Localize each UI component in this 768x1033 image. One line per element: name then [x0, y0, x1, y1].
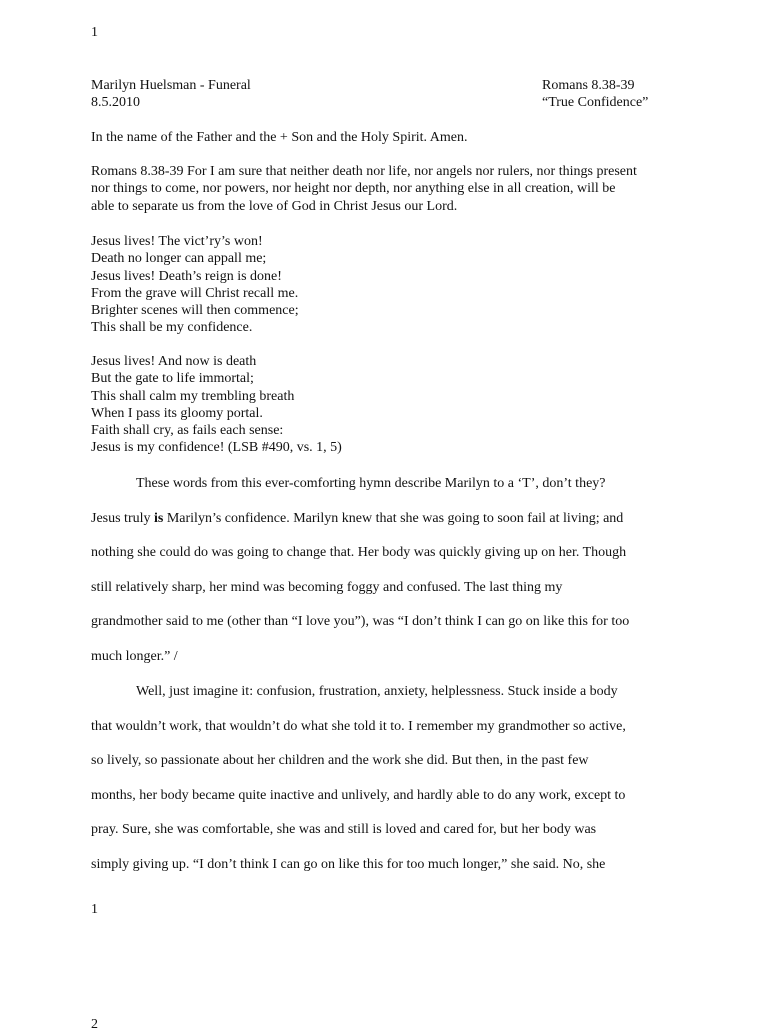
scripture-line: nor things to come, nor powers, nor height nor depth, nor anything else in all creation, will be — [91, 181, 616, 197]
hymn-line: Jesus lives! The vict’ry’s won! — [91, 234, 263, 249]
paragraph-line: grandmother said to me (other than “I love you”), was “I don’t think I can go on like this for too — [91, 614, 630, 629]
hymn-line: Jesus lives! And now is death — [91, 354, 257, 369]
sermon-paragraph-2 — [91, 683, 681, 890]
scripture-line: Romans 8.38-39 For I am sure that neither death nor life, nor angels nor rulers, nor things present — [91, 164, 637, 179]
hymn-line: Faith shall cry, as fails each sense: — [91, 423, 284, 439]
service-title: Marilyn Huelsman - Funeral — [91, 78, 251, 93]
header-row-2 — [91, 94, 658, 111]
emphasis-is: is — [154, 510, 164, 526]
paragraph-line: much longer.” / — [91, 648, 178, 664]
header-row-1 — [91, 77, 658, 94]
paragraph-line — [91, 510, 681, 545]
hymn-line: Jesus is my confidence! (LSB #490, vs. 1, 5) — [91, 440, 342, 456]
hymn-line: When I pass its gloomy portal. — [91, 405, 263, 421]
text-run: Marilyn’s confidence. Marilyn knew that she was going to soon fail at living; and — [163, 510, 624, 526]
paragraph-line: nothing she could do was going to change that. Her body was quickly giving up on her. Though — [91, 545, 627, 560]
paragraph-line: Well, just imagine it: confusion, frustration, anxiety, helplessness. Stuck inside a body — [136, 684, 618, 699]
scripture-reading — [91, 163, 637, 215]
paragraph-line: months, her body became quite inactive and unlively, and hardly able to do any work, except to — [91, 787, 626, 803]
hymn-line: From the grave will Christ recall me. — [91, 285, 299, 301]
text-run: Jesus truly — [91, 510, 154, 526]
hymn-line: Jesus lives! Death’s reign is done! — [91, 268, 282, 284]
paragraph-line: pray. Sure, she was comfortable, she was and still is loved and cared for, but her body was — [91, 822, 597, 837]
page-number-top: 1 — [91, 25, 98, 40]
service-date: 8.5.2010 — [91, 95, 140, 110]
next-page-number: 2 — [91, 1017, 98, 1032]
scripture-line: able to separate us from the love of God in Christ Jesus our Lord. — [91, 198, 458, 214]
page-number-bottom: 1 — [91, 902, 98, 917]
hymn-line: Death no longer can appall me; — [91, 251, 267, 267]
hymn-line: But the gate to life immortal; — [91, 371, 254, 387]
hymn-verse-1 — [91, 233, 299, 337]
scripture-reference: Romans 8.38-39 — [542, 78, 635, 93]
paragraph-line: that wouldn’t work, that wouldn’t do what she told it to. I remember my grandmother so active, — [91, 718, 626, 734]
hymn-line: Brighter scenes will then commence; — [91, 303, 299, 319]
invocation: In the name of the Father and the + Son and the Holy Spirit. Amen. — [91, 130, 468, 145]
paragraph-line: These words from this ever-comforting hymn describe Marilyn to a ‘T’, don’t they? — [136, 476, 606, 491]
sermon-title: “True Confidence” — [542, 95, 649, 110]
paragraph-line: so lively, so passionate about her children and the work she did. But then, in the past few — [91, 753, 589, 768]
hymn-line: This shall be my confidence. — [91, 320, 253, 336]
hymn-verse-2 — [91, 353, 342, 457]
paragraph-line: still relatively sharp, her mind was becoming foggy and confused. The last thing my — [91, 579, 563, 595]
paragraph-line: simply giving up. “I don’t think I can go on like this for too much longer,” she said. No, she — [91, 856, 606, 872]
hymn-line: This shall calm my trembling breath — [91, 388, 295, 404]
sermon-paragraph-1 — [91, 475, 681, 682]
